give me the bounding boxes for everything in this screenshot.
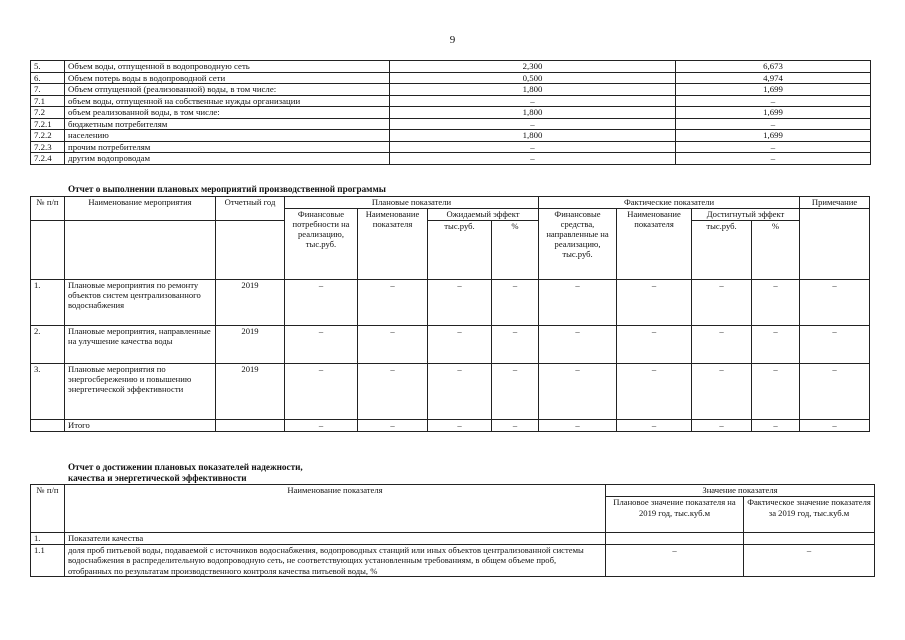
dash-cell: – xyxy=(752,364,800,420)
header-plan-effect: Ожидаемый эффект xyxy=(428,209,539,221)
plan-value: – xyxy=(390,118,676,130)
plan-value xyxy=(606,533,744,545)
header-plan-rub: тыс.руб. xyxy=(428,221,492,280)
table-row xyxy=(31,130,871,142)
row-name: Объем потерь воды в водопроводной сети xyxy=(65,72,390,84)
dash-cell: – xyxy=(800,280,870,326)
t3-header-plan: Плановое значение показателя на 2019 год, тыс.куб.м xyxy=(606,497,744,533)
dash-cell: – xyxy=(800,420,870,432)
dash-cell: – xyxy=(492,326,539,364)
header-note: Примечание xyxy=(800,197,870,209)
row-number: 1.1 xyxy=(31,544,65,577)
header-fact-indicator: Наименование показателя xyxy=(617,209,692,280)
header-event-name: Наименование мероприятия xyxy=(65,197,216,221)
report-year: 2019 xyxy=(216,364,285,420)
dash-cell: – xyxy=(692,364,752,420)
header-fact-pct: % xyxy=(752,221,800,280)
indicator-name: Показатели качества xyxy=(65,533,606,545)
report-year: 2019 xyxy=(216,280,285,326)
dash-cell: – xyxy=(492,364,539,420)
row-number: 1. xyxy=(31,533,65,545)
dash-cell: – xyxy=(617,280,692,326)
dash-cell: – xyxy=(752,420,800,432)
fact-value: 1,699 xyxy=(676,107,871,119)
t3-header-name: Наименование показателя xyxy=(65,485,606,533)
dash-cell: – xyxy=(358,420,428,432)
dash-cell: – xyxy=(492,280,539,326)
event-name: Плановые мероприятия по энергосбережению и повышению энергетической эффективности xyxy=(65,364,216,420)
dash-cell: – xyxy=(285,280,358,326)
row-number: 7.2.3 xyxy=(31,141,65,153)
header-name-cont xyxy=(65,221,216,280)
row-name: населению xyxy=(65,130,390,142)
header-num: № п/п xyxy=(31,197,65,221)
indicator-name: доля проб питьевой воды, подаваемой с источников водоснабжения, водопроводных станций или иных объектов централизованной системы водоснабжения в распределительную водопроводную сеть, не соответствующих установленным требованиям, в общем объеме проб, отобранных по результатам производственного контроля качества питьевой воды, % xyxy=(65,544,606,577)
table-row xyxy=(31,141,871,153)
dash-cell: – xyxy=(752,326,800,364)
dash-cell: – xyxy=(358,326,428,364)
table-row xyxy=(31,118,871,130)
program-events-table xyxy=(30,196,870,432)
dash-cell: – xyxy=(492,420,539,432)
dash-cell: – xyxy=(428,420,492,432)
dash-cell: – xyxy=(800,364,870,420)
dash-cell: – xyxy=(692,420,752,432)
dash-cell: – xyxy=(539,280,617,326)
table-row xyxy=(31,107,871,119)
header-num-cont xyxy=(31,221,65,280)
table-row xyxy=(31,84,871,96)
plan-value: 2,300 xyxy=(390,61,676,73)
fact-value: – xyxy=(744,544,875,577)
plan-value: 1,800 xyxy=(390,84,676,96)
page-number: 9 xyxy=(449,34,456,46)
fact-value: 4,974 xyxy=(676,72,871,84)
fact-value xyxy=(744,533,875,545)
t3-header-num: № п/п xyxy=(31,485,65,533)
header-year-cont xyxy=(216,221,285,280)
fact-value: – xyxy=(676,153,871,165)
dash-cell: – xyxy=(752,280,800,326)
row-name: Объем воды, отпущенной в водопроводную сеть xyxy=(65,61,390,73)
row-number: 1. xyxy=(31,280,65,326)
fact-value: 1,699 xyxy=(676,84,871,96)
row-number: 7.2 xyxy=(31,107,65,119)
plan-value: 0,500 xyxy=(390,72,676,84)
dash-cell: – xyxy=(428,326,492,364)
row-number: 7.1 xyxy=(31,95,65,107)
row-name: бюджетным потребителям xyxy=(65,118,390,130)
section-title-program: Отчет о выполнении плановых мероприятий производственной программы xyxy=(68,184,386,194)
dash-cell: – xyxy=(358,364,428,420)
row-name: прочим потребителям xyxy=(65,141,390,153)
table-row xyxy=(31,533,875,545)
total-year-blank xyxy=(216,420,285,432)
dash-cell: – xyxy=(617,326,692,364)
row-number: 6. xyxy=(31,72,65,84)
dash-cell: – xyxy=(358,280,428,326)
dash-cell: – xyxy=(539,420,617,432)
row-number: 7.2.2 xyxy=(31,130,65,142)
table-row xyxy=(31,153,871,165)
water-volume-table xyxy=(30,60,871,165)
table-row xyxy=(31,95,871,107)
table-row xyxy=(31,544,875,577)
dash-cell: – xyxy=(617,420,692,432)
row-number: 3. xyxy=(31,364,65,420)
total-label: Итого xyxy=(65,420,216,432)
header-fact-fin: Финансовые средства, направленные на реализацию, тыс.руб. xyxy=(539,209,617,280)
fact-value: – xyxy=(676,141,871,153)
total-row xyxy=(31,420,870,432)
row-number: 7. xyxy=(31,84,65,96)
t3-header-fact: Фактическое значение показателя за 2019 год, тыс.куб.м xyxy=(744,497,875,533)
table-row xyxy=(31,72,871,84)
dash-cell: – xyxy=(692,326,752,364)
header-fact-effect: Достигнутый эффект xyxy=(692,209,800,221)
dash-cell: – xyxy=(285,420,358,432)
row-name: объем реализованной воды, в том числе: xyxy=(65,107,390,119)
row-number: 7.2.1 xyxy=(31,118,65,130)
plan-value: – xyxy=(390,141,676,153)
row-number: 2. xyxy=(31,326,65,364)
dash-cell: – xyxy=(692,280,752,326)
row-number: 5. xyxy=(31,61,65,73)
dash-cell: – xyxy=(617,364,692,420)
total-num-blank xyxy=(31,420,65,432)
fact-value: – xyxy=(676,95,871,107)
header-fact-group: Фактические показатели xyxy=(539,197,800,209)
table-row xyxy=(31,364,870,420)
header-plan-indicator: Наименование показателя xyxy=(358,209,428,280)
header-fact-rub: тыс.руб. xyxy=(692,221,752,280)
t3-header-value-group: Значение показателя xyxy=(606,485,875,497)
dash-cell: – xyxy=(428,280,492,326)
plan-value: 1,800 xyxy=(390,130,676,142)
fact-value: – xyxy=(676,118,871,130)
dash-cell: – xyxy=(539,326,617,364)
header-plan-fin: Финансовые потребности на реализацию, тыс.руб. xyxy=(285,209,358,280)
dash-cell: – xyxy=(428,364,492,420)
report-year: 2019 xyxy=(216,326,285,364)
table-row xyxy=(31,61,871,73)
row-name: объем воды, отпущенной на собственные нужды организации xyxy=(65,95,390,107)
fact-value: 6,673 xyxy=(676,61,871,73)
plan-value: 1,800 xyxy=(390,107,676,119)
section-title-indicators xyxy=(68,462,303,484)
section-title-line2: качества и энергетической эффективности xyxy=(68,473,247,483)
indicators-table xyxy=(30,484,875,577)
fact-value: 1,699 xyxy=(676,130,871,142)
header-plan-group: Плановые показатели xyxy=(285,197,539,209)
event-name: Плановые мероприятия по ремонту объектов систем централизованного водоснабжения xyxy=(65,280,216,326)
row-name: Объем отпущенной (реализованной) воды, в том числе: xyxy=(65,84,390,96)
dash-cell: – xyxy=(800,326,870,364)
header-plan-pct: % xyxy=(492,221,539,280)
row-number: 7.2.4 xyxy=(31,153,65,165)
dash-cell: – xyxy=(285,364,358,420)
section-title-line1: Отчет о достижении плановых показателей надежности, xyxy=(68,462,303,472)
header-year: Отчетный год xyxy=(216,197,285,221)
plan-value: – xyxy=(606,544,744,577)
dash-cell: – xyxy=(285,326,358,364)
plan-value: – xyxy=(390,153,676,165)
plan-value: – xyxy=(390,95,676,107)
table-row xyxy=(31,280,870,326)
event-name: Плановые мероприятия, направленные на улучшение качества воды xyxy=(65,326,216,364)
row-name: другим водопроводам xyxy=(65,153,390,165)
table-row xyxy=(31,326,870,364)
header-note-blank xyxy=(800,209,870,280)
dash-cell: – xyxy=(539,364,617,420)
